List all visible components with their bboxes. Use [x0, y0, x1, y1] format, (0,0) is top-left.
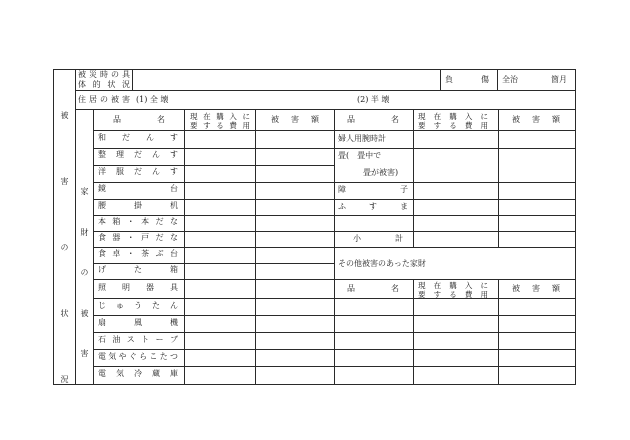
left-item-2: 整 理 だ ん す — [98, 150, 178, 159]
damage-report-form — [53, 69, 576, 385]
injury-divider-right — [497, 69, 498, 91]
left-item-14: 電 気 や ぐ ら こ た つ — [98, 352, 178, 361]
left-item-4: 鏡 台 — [98, 184, 178, 193]
row-line-1 — [93, 130, 576, 131]
right-item-tatami-line2: 畳が被害) — [363, 168, 399, 177]
left-item-13: 石 油 ス ト ー ブ — [98, 335, 178, 344]
left-item-15: 電 気 冷 蔵 庫 — [98, 369, 178, 378]
row-line-5 — [93, 199, 576, 200]
injury-label: 負 傷 — [445, 75, 489, 84]
left-item-11: じ ゅ う た ん — [98, 301, 178, 310]
left-item-6: 本 箱 ・ 本 だ な — [98, 217, 178, 226]
col-header-cost-left: 現 在 購 入 に 要 す る 費 用 — [190, 112, 250, 130]
situation-label: 被 災 時 の 具 体 的 状 況 — [78, 70, 130, 89]
situation-divider — [132, 69, 133, 91]
row-line-11 — [93, 298, 576, 299]
frame-left — [53, 69, 54, 385]
row-line-6 — [93, 215, 576, 216]
col-header-damage-right-lower: 被 害 額 — [512, 284, 560, 293]
right-item-fusuma: ふ す ま — [338, 202, 408, 211]
left-item-5: 腰 掛 机 — [98, 201, 178, 210]
col-header-cost-right-lower: 現 在 購 入 に 要 す る 費 用 — [418, 281, 488, 299]
side-label-divider — [75, 69, 76, 385]
col-header-item-right: 品 名 — [347, 115, 399, 124]
row-line-4 — [93, 182, 576, 183]
row-line-10 — [93, 279, 576, 280]
left-item-3: 洋 服 だ ん す — [98, 167, 178, 176]
left-item-1: 和 だ ん す — [98, 133, 178, 142]
right-item-subtotal: 小 計 — [353, 234, 403, 243]
left-item-9: げ た 箱 — [98, 265, 178, 274]
row-line-15 — [93, 366, 576, 367]
row-line-8 — [93, 247, 576, 248]
row-line-9 — [93, 263, 335, 264]
col-header-damage-right: 被 害 額 — [512, 115, 560, 124]
right-item-watch: 婦人用腕時計 — [338, 134, 386, 143]
recovery-prefix: 全治 — [502, 75, 518, 84]
residence-option-half[interactable]: (2) 半 壊 — [357, 95, 390, 104]
injury-divider-left — [440, 69, 441, 91]
col-header-damage-left: 被 害 額 — [271, 115, 319, 124]
left-item-7: 食 器 ・ 戸 だ な — [98, 233, 178, 242]
residence-divider — [75, 109, 576, 110]
residence-label: 住 居 の 被 害 — [78, 95, 130, 104]
right-item-shoji: 障 子 — [338, 185, 408, 194]
row-line-14 — [93, 349, 576, 350]
col-header-item-right-lower: 品 名 — [347, 284, 399, 293]
row-line-13 — [93, 332, 576, 333]
row-line-7 — [93, 231, 576, 232]
header-divider — [75, 90, 576, 91]
frame-right — [575, 69, 576, 385]
left-item-10: 照 明 器 具 — [98, 283, 178, 292]
side-label: 被 害 の 状 況 — [60, 111, 69, 383]
household-label: 家 財 の 被 害 — [80, 187, 89, 357]
recovery-unit: 箇月 — [551, 75, 567, 84]
residence-option-full[interactable]: (1) 全 壊 — [136, 95, 169, 104]
row-line-3 — [93, 165, 335, 166]
right-item-other: その他被害のあった家財 — [338, 259, 426, 268]
right-item-tatami-line1: 畳( 畳中で — [338, 151, 382, 160]
col-header-cost-right: 現 在 購 入 に 要 す る 費 用 — [418, 112, 488, 130]
row-line-12 — [93, 315, 576, 316]
row-line-2 — [93, 148, 576, 149]
col-header-item-left: 品 名 — [113, 115, 165, 124]
left-item-8: 食 卓 ・ 茶 ぶ 台 — [98, 249, 178, 258]
left-item-12: 扇 風 機 — [98, 318, 178, 327]
